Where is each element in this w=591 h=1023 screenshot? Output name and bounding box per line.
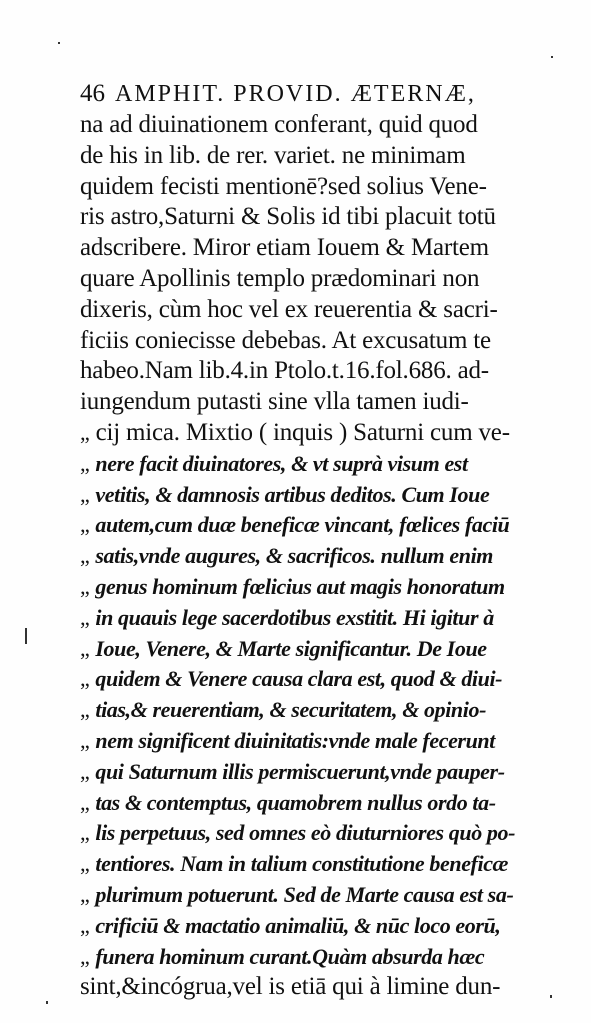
text-line xyxy=(80,141,530,172)
line-text: adscribere. Miror etiam Iouem & Martem xyxy=(80,234,489,262)
quotation-line xyxy=(80,541,530,572)
text-line xyxy=(80,295,530,326)
text-line xyxy=(80,356,530,387)
quotation-mark: „ xyxy=(80,512,90,538)
line-text: dixeris, cùm hoc vel ex reuerentia & sacri- xyxy=(80,295,498,323)
text-line xyxy=(80,387,530,418)
line-text: lis perpetuus, sed omnes eò diuturniores quò po- xyxy=(95,820,516,846)
line-text: Ioue, Venere, & Marte significantur. De Ioue xyxy=(95,635,487,661)
line-text: tas & contemptus, quamobrem nullus ordo ta- xyxy=(95,789,496,815)
quotation-line xyxy=(80,849,530,880)
quotation-mark: „ xyxy=(80,943,90,969)
quotation-mark: „ xyxy=(80,573,90,599)
speck xyxy=(46,1001,48,1004)
line-text: nem significent diuinitatis:vnde male fecerunt xyxy=(95,727,495,753)
quotation-mark: „ xyxy=(80,727,90,753)
line-text: plurimum potuerunt. Sed de Marte causa est sa- xyxy=(95,881,514,907)
line-text: genus hominum fœlicius aut magis honoratum xyxy=(95,573,505,599)
quotation-line xyxy=(80,572,530,603)
speck xyxy=(550,995,552,998)
quotation-mark: „ xyxy=(80,820,90,846)
line-text: nere facit diuinatores, & vt suprà visum est xyxy=(95,450,468,476)
quotation-mark: „ xyxy=(80,697,90,723)
quotation-mark: „ xyxy=(80,450,90,476)
line-text: quidem & Venere causa clara est, quod & diui- xyxy=(95,666,503,692)
line-text: habeo.Nam lib.4.in Ptolo.t.16.fol.686. ad- xyxy=(80,357,489,385)
text-line xyxy=(80,172,530,203)
quotation-mark: „ xyxy=(80,635,90,661)
quotation-mark: „ xyxy=(80,912,90,938)
quotation-mark: „ xyxy=(80,419,90,445)
line-text: qui Saturnum illis permiscuerunt,vnde pauper- xyxy=(95,758,505,784)
page-number: 46 xyxy=(80,80,105,107)
quotation-mark: „ xyxy=(80,666,90,692)
line-text: crificiū & mactatio animaliū, & nūc loco eorū, xyxy=(95,912,501,938)
line-text: iungendum putasti sine vlla tamen iudi- xyxy=(80,388,469,416)
quotation-mark: „ xyxy=(80,789,90,815)
quotation-line xyxy=(80,942,530,973)
line-text: ris astro,Saturni & Solis id tibi placuit totū xyxy=(80,203,496,231)
quotation-mark: „ xyxy=(80,543,90,569)
line-text: sint,&incógrua,vel is etiā qui à limine dun- xyxy=(80,973,501,1001)
quotation-line xyxy=(80,480,530,511)
line-text: na ad diuinationem conferant, quid quod xyxy=(80,111,478,138)
quotation-line xyxy=(80,603,530,634)
text-line xyxy=(80,972,530,1003)
line-text: vetitis, & damnosis artibus deditos. Cum Ioue xyxy=(95,481,490,507)
line-text: quare Apollinis templo prædominari non xyxy=(80,264,480,292)
line-text: satis,vnde augures, & sacrificos. nullum enim xyxy=(95,543,493,569)
quotation-line xyxy=(80,757,530,788)
line-text: tias,& reuerentiam, & securitatem, & opinio- xyxy=(95,697,487,723)
quotation-line xyxy=(80,510,530,541)
running-title: AMPHIT. PROVID. ÆTERNÆ, xyxy=(115,81,476,107)
text-line xyxy=(80,110,530,141)
quotation-mark: „ xyxy=(80,481,90,507)
quotation-line xyxy=(80,695,530,726)
body-text xyxy=(80,110,530,1003)
speck xyxy=(58,42,60,44)
quotation-line xyxy=(80,788,530,819)
line-text: ficiis coniecisse debebas. At excusatum te xyxy=(80,326,491,354)
line-text: de his in lib. de rer. variet. ne minimam xyxy=(80,141,466,169)
text-line xyxy=(80,326,530,357)
quotation-line xyxy=(80,880,530,911)
quotation-line xyxy=(80,911,530,942)
line-text: cij mica. Mixtio ( inquis ) Saturni cum ve- xyxy=(95,418,510,446)
quotation-line xyxy=(80,726,530,757)
speck xyxy=(551,56,553,58)
text-line xyxy=(80,418,530,449)
quotation-mark: „ xyxy=(80,604,90,630)
margin-mark xyxy=(25,628,27,644)
line-text: tentiores. Nam in talium constitutione beneficæ xyxy=(95,851,509,877)
quotation-mark: „ xyxy=(80,851,90,877)
line-text: funera hominum curant.Quàm absurda hæc xyxy=(95,943,485,969)
line-text: quidem fecisti mentionē?sed solius Vene- xyxy=(80,172,487,200)
text-line xyxy=(80,264,530,295)
quotation-line xyxy=(80,664,530,695)
line-text: autem,cum duæ beneficæ vincant, fœlices faciū xyxy=(95,512,510,538)
quotation-mark: „ xyxy=(80,758,90,784)
line-text: in quauis lege sacerdotibus exstitit. Hi igitur à xyxy=(95,604,494,630)
quotation-line xyxy=(80,449,530,480)
text-line xyxy=(80,202,530,233)
quotation-line xyxy=(80,818,530,849)
quotation-line xyxy=(80,634,530,665)
text-line xyxy=(80,233,530,264)
running-head xyxy=(80,78,520,110)
quotation-mark: „ xyxy=(80,881,90,907)
